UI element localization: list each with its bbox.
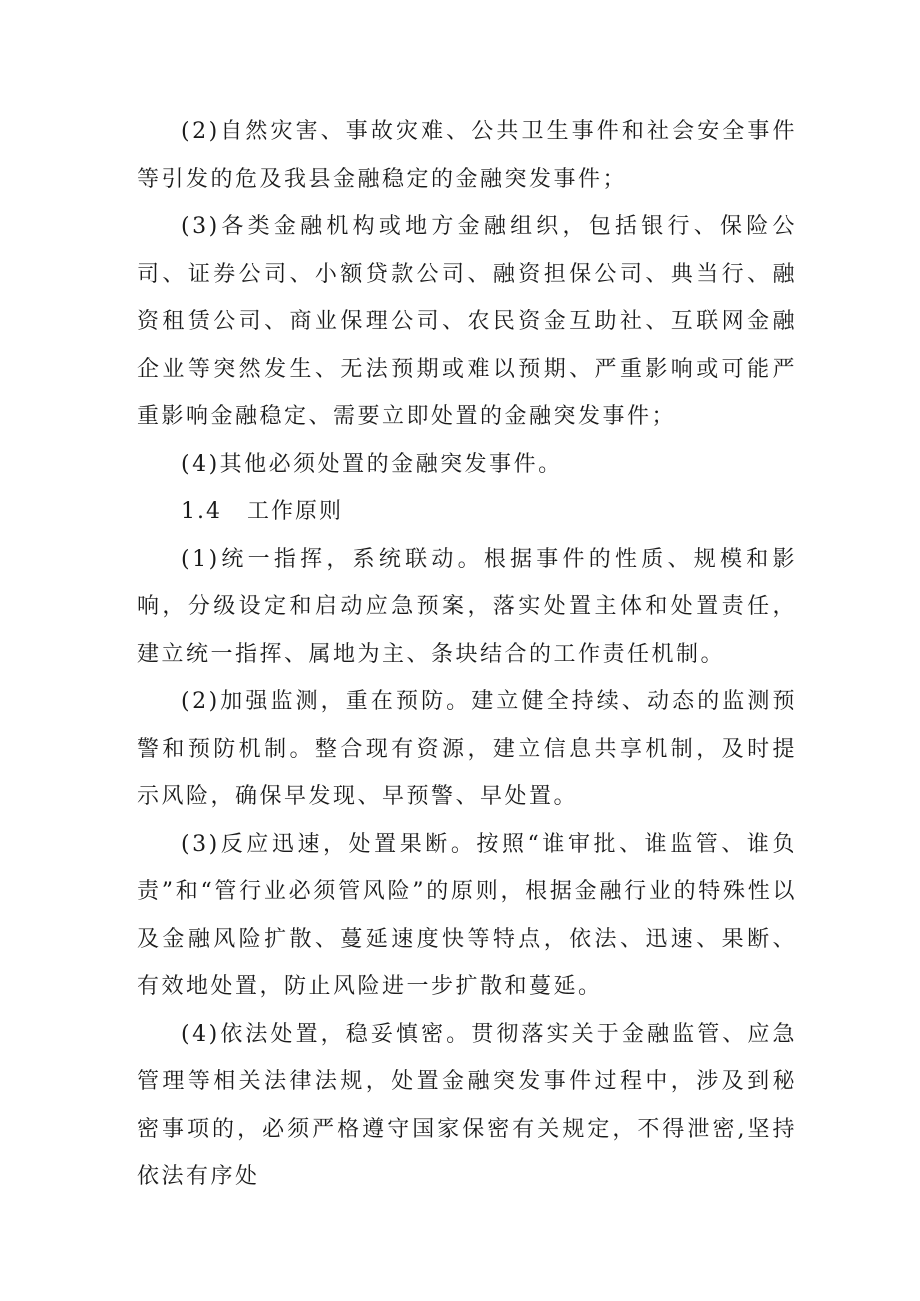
paragraph-item-3-institutions: (3)各类金融机构或地方金融组织，包括银行、保险公司、证券公司、小额贷款公司、融资担保公司、典当行、融资租赁公司、商业保理公司、农民资金互助社、互联网金融企业等突然发生、无法预期或难以预期、严重影响或可能严重影响金融稳定、需要立即处置的金融突发事件； [137,214,797,429]
paragraph-item-4-other: (4)其他必须处置的金融突发事件。 [181,451,563,477]
principle-4-lawful-handling: (4)依法处置，稳妥慎密。贯彻落实关于金融监管、应急管理等相关法律法规，处置金融突发事件过程中，涉及到秘密事项的，必须严格遵守国家保密有关规定，不得泄密,坚持依法有序处 [137,1021,797,1189]
section-title: 工作原则 [247,499,344,524]
section-number: 1.4 [181,499,222,524]
paragraph-item-2-disasters: (2)自然灾害、事故灾难、公共卫生事件和社会安全事件等引发的危及我县金融稳定的金融突发事件； [137,119,797,192]
section-heading [137,488,797,536]
principle-3-rapid-response: (3)反应迅速，处置果断。按照“谁审批、谁监管、谁负责”和“管行业必须管风险”的原则，根据金融行业的特殊性以及金融风险扩散、蔓延速度快等特点，依法、迅速、果断、有效地处置，防止风险进一步扩散和蔓延。 [137,831,797,999]
principle-1-unified-command: (1)统一指挥，系统联动。根据事件的性质、规模和影响，分级设定和启动应急预案，落实处置主体和处置责任，建立统一指挥、属地为主、条块结合的工作责任机制。 [137,546,797,667]
document-body [137,108,797,1201]
principle-2-monitoring: (2)加强监测，重在预防。建立健全持续、动态的监测预警和预防机制。整合现有资源，建立信息共享机制，及时提示风险，确保早发现、早预警、早处置。 [137,689,797,809]
